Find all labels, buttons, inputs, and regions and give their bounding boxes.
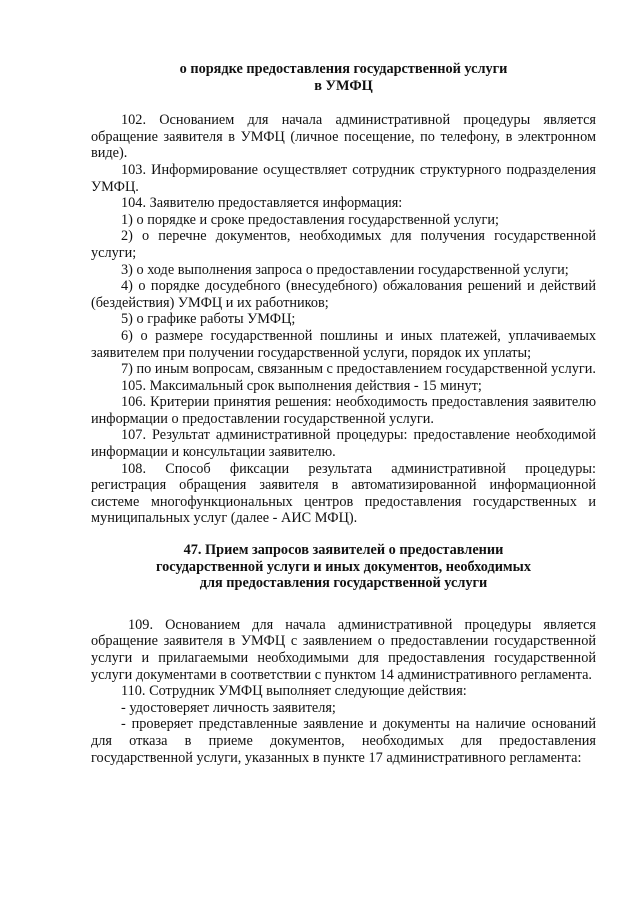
list-item-1: 1) о порядке и сроке предоставления государственной услуги; [121,211,499,228]
heading-line: в УМФЦ [314,77,373,94]
section-heading-informing [91,61,596,94]
list-item-3: 3) о ходе выполнения запроса о предоставлении государственной услуги; [121,261,569,278]
paragraph-107: 107. Результат административной процедуры: предоставление необходимой информации и консультации заявителю. [91,427,596,461]
action-item-check-documents: - проверяет представленные заявление и документы на наличие оснований для отказа в приеме документов, необходимых для предоставления государственной услуги, указанных в пункте 17 административного регламента: [91,716,596,766]
list-item-5: 5) о графике работы УМФЦ; [121,311,296,328]
action-item-verify-identity: - удостоверяет личность заявителя; [121,699,336,716]
list-item-7: 7) по иным вопросам, связанным с предоставлением государственной услуги. [121,361,596,378]
section-heading-47 [91,542,596,592]
list-item-2: 2) о перечне документов, необходимых для получения государственной услуги; [91,228,596,261]
heading-line: о порядке предоставления государственной услуги [179,61,508,77]
heading-line: 47. Прием запросов заявителей о предоставлении [183,542,504,559]
paragraph-104: 104. Заявителю предоставляется информация: [121,195,403,212]
paragraph-105: 105. Максимальный срок выполнения действия - 15 минут; [121,377,482,394]
paragraph-110: 110. Сотрудник УМФЦ выполняет следующие действия: [121,683,467,700]
document-content [91,61,596,766]
list-item-4: 4) о порядке досудебного (внесудебного) обжалования решений и действий (бездействия) УМФЦ и их работников; [91,278,596,311]
paragraph-103: 103. Информирование осуществляет сотрудник структурного подразделения УМФЦ. [91,161,596,195]
paragraph-109: 109. Основанием для начала административной процедуры является обращение заявителя в УМФЦ с заявлением о предоставлении государственной услуги и прилагаемыми необходимыми для предоставления государственной услуги документами в соответствии с пунктом 14 административного регламента. [91,616,596,683]
heading-line: для предоставления государственной услуги [199,575,488,592]
heading-line: государственной услуги и иных документов, необходимых [156,558,531,575]
paragraph-102: 102. Основанием для начала административной процедуры является обращение заявителя в УМФЦ (личное посещение, по телефону, в электронном виде). [91,112,596,162]
paragraph-108: 108. Способ фиксации результата административной процедуры: регистрация обращения заявителя в автоматизированной информационной системе многофункциональных центров предоставления государственных и муниципальных услуг (далее - АИС МФЦ). [91,460,596,527]
paragraph-106: 106. Критерии принятия решения: необходимость предоставления заявителю информации о предоставлении государственной услуги. [91,394,596,427]
list-item-6: 6) о размере государственной пошлины и иных платежей, уплачиваемых заявителем при получении государственной услуги, порядок их уплаты; [91,327,596,361]
